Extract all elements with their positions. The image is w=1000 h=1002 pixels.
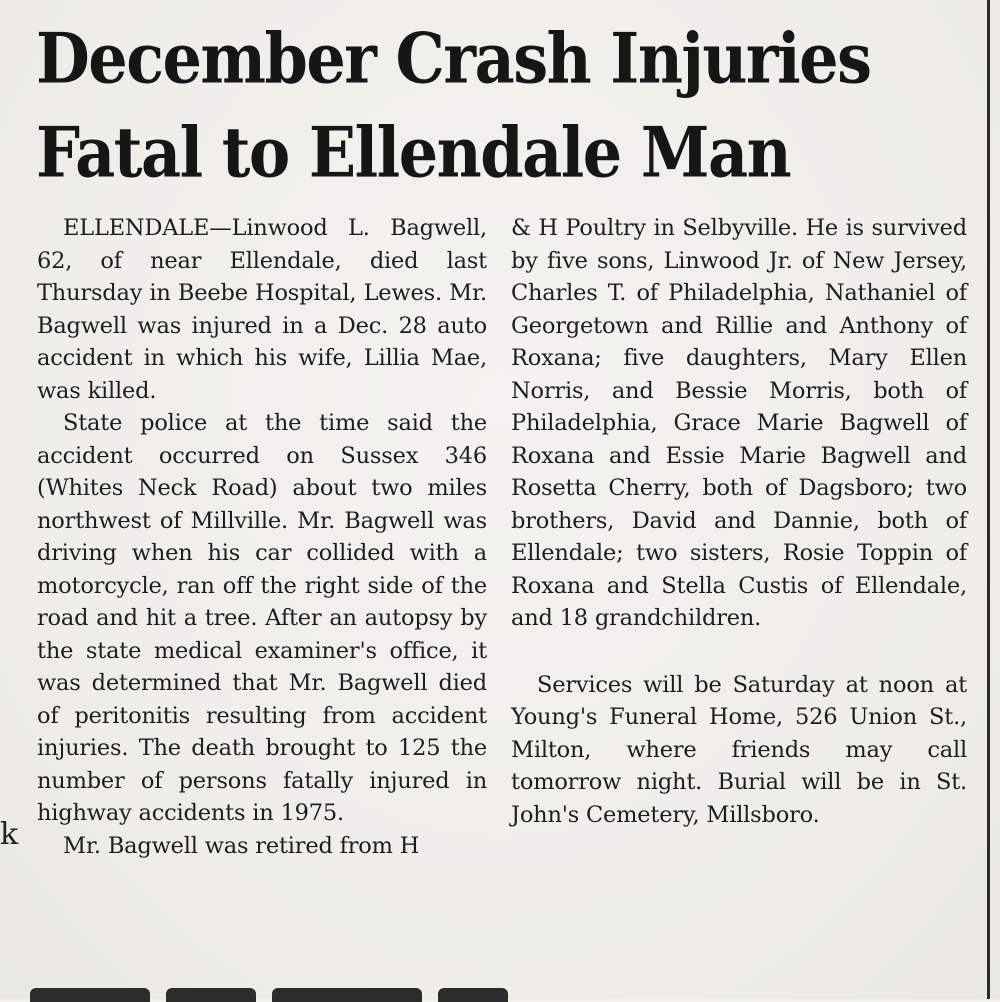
article-paragraph: Services will be Saturday at noon at Young's Funeral Home, 526 Union St., Milton, where friends may call tomorrow night. Burial will be in St. John's Cemetery, Millsboro. bbox=[511, 671, 967, 828]
headline-line-1: December Crash Injuries bbox=[36, 17, 871, 100]
article-headline bbox=[36, 12, 976, 200]
next-headline-fragment bbox=[30, 988, 530, 1002]
article-paragraph: Mr. Bagwell was retired from H bbox=[63, 832, 420, 859]
article-column-left bbox=[37, 212, 487, 862]
article-column-right bbox=[511, 212, 967, 831]
column-rule bbox=[987, 0, 990, 999]
headline-line-2: Fatal to Ellendale Man bbox=[36, 111, 791, 194]
article-paragraph: & H Poultry in Selbyville. He is survived by five sons, Linwood Jr. of New Jersey, Charles T. of Philadelphia, Nathaniel of Georgetown and Rillie and Anthony of Roxana; five daughters, Mary Ellen Norris, and Bessie Morris, both of Philadelphia, Grace Marie Bagwell of Roxana and Essie Marie Bagwell and Rosetta Cherry, both of Dagsboro; two brothers, David and Dannie, both of Ellendale; two sisters, Rosie Toppin of Roxana and Stella Custis of Ellendale, and 18 grandchildren. bbox=[511, 215, 967, 631]
adjacent-column-fragment: k bbox=[0, 817, 19, 852]
article-paragraph: ELLENDALE—Linwood L. Bagwell, 62, of near Ellendale, died last Thursday in Beebe Hospital, Lewes. Mr. Bagwell was injured in a Dec. 28 auto accident in which his wife, Lillia Mae, was killed. bbox=[37, 215, 487, 404]
article-paragraph: State police at the time said the accident occurred on Sussex 346 (Whites Neck Road) about two miles northwest of Millville. Mr. Bagwell was driving when his car collided with a motorcycle, ran off the right side of the road and hit a tree. After an autopsy by the state medical examiner's office, it was determined that Mr. Bagwell died of peritonitis resulting from accident injuries. The death brought to 125 the number of persons fatally injured in highway accidents in 1975. bbox=[37, 410, 487, 826]
